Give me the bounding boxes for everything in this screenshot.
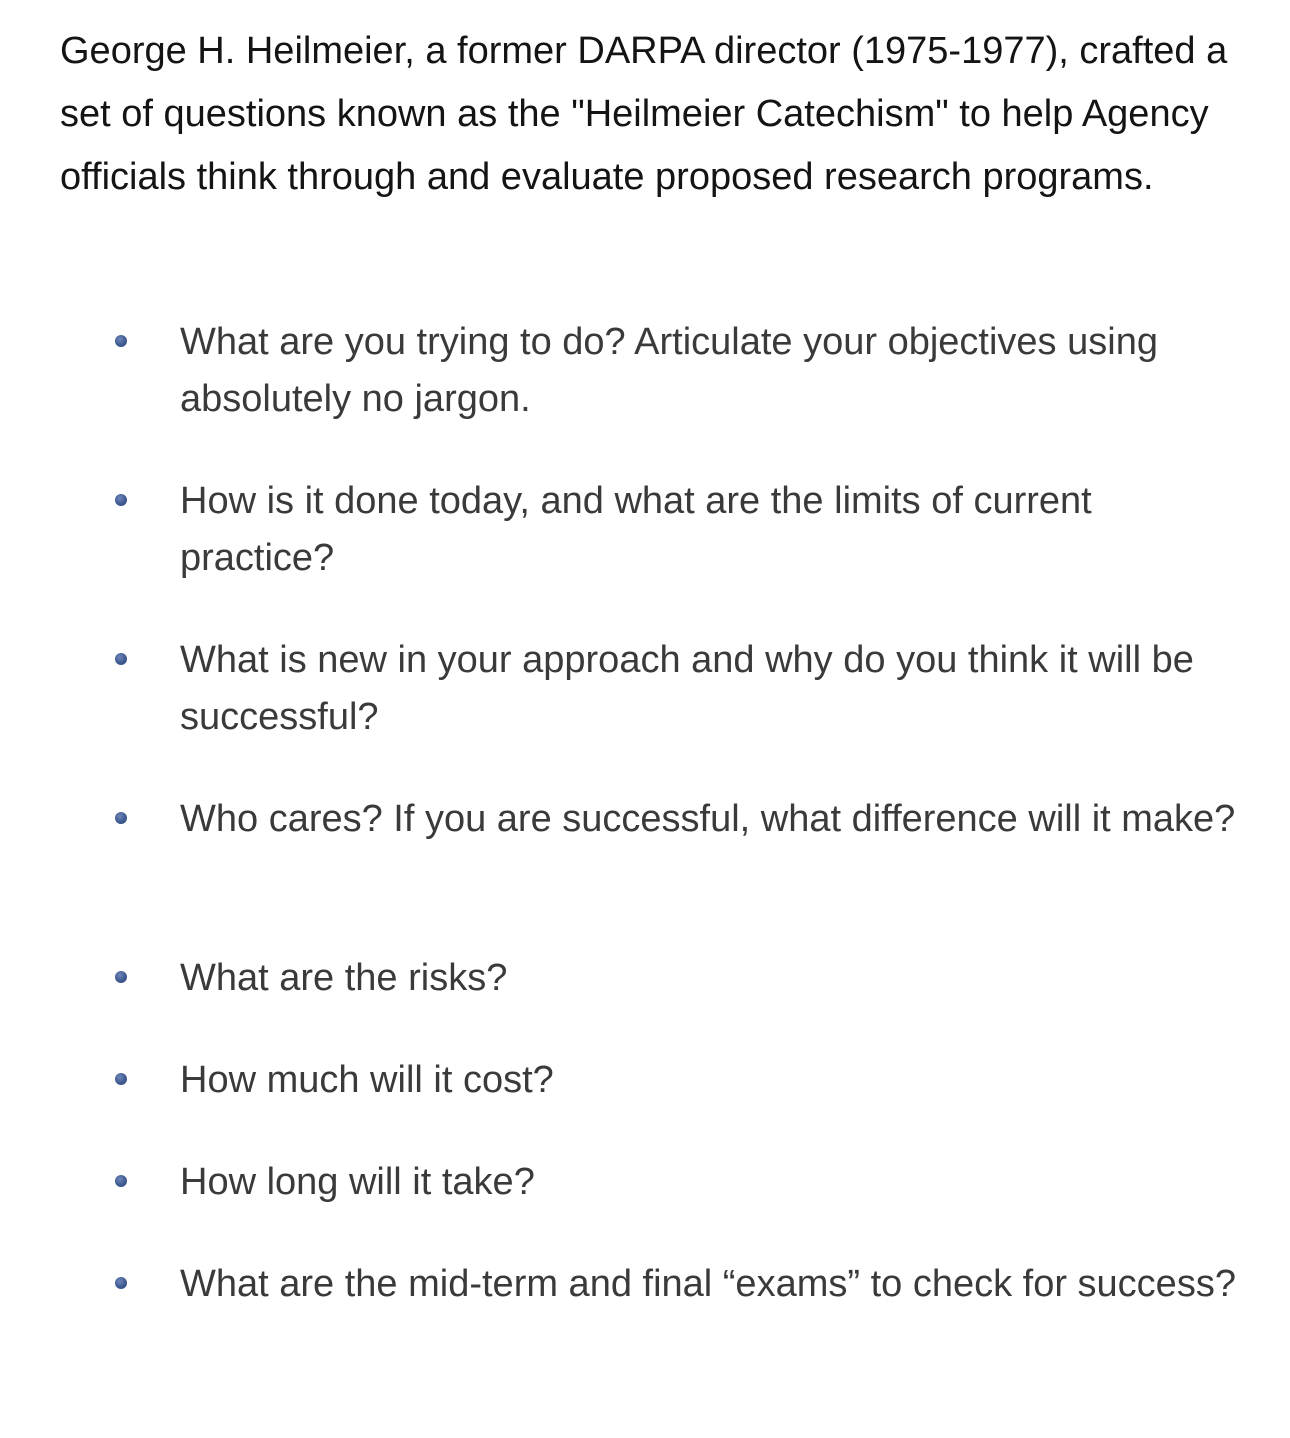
intro-paragraph: George H. Heilmeier, a former DARPA director (1975-1977), crafted a set of questions known as the "Heilmeier Catechism" to help Agency officials think through and evaluate proposed research programs. [60,30,1228,198]
question-text: How much will it cost? [180,1059,554,1101]
question-text: How long will it take? [180,1161,535,1203]
question-text: How is it done today, and what are the limits of current practice? [180,480,1092,579]
question-text: Who cares? If you are successful, what difference will it make? [180,798,1236,840]
bullet-icon [115,1175,127,1187]
question-text: What are the mid-term and final “exams” to check for success? [180,1263,1236,1305]
bullet-icon [115,812,127,824]
bullet-icon [115,653,127,665]
question-text: What is new in your approach and why do you think it will be successful? [180,639,1194,738]
question-text: What are the risks? [180,957,508,999]
bullet-icon [115,335,127,347]
question-text: What are you trying to do? Articulate your objectives using absolutely no jargon. [180,321,1158,420]
bullet-icon [115,494,127,506]
bullet-icon [115,1073,127,1085]
bullet-icon [115,1277,127,1289]
bullet-icon [115,971,127,983]
